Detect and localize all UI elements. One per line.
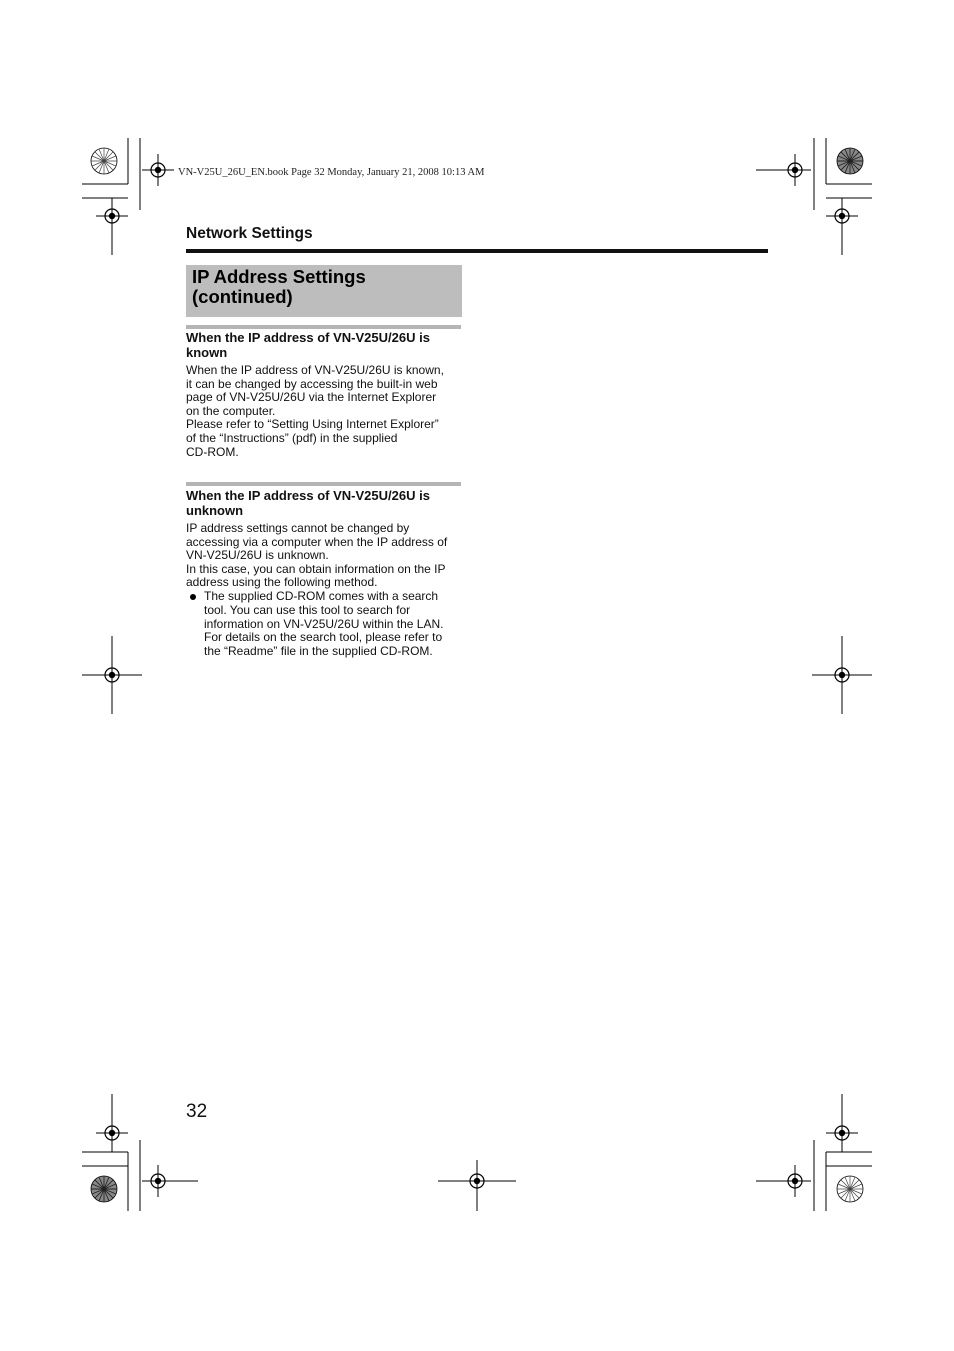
text-line: page of VN-V25U/26U via the Internet Explorer — [186, 390, 437, 405]
heading-line: When the IP address of VN-V25U/26U is — [186, 330, 430, 345]
bullet-list — [186, 590, 476, 659]
text-line: on the computer. — [186, 403, 276, 418]
heading-line: When the IP address of VN-V25U/26U is — [186, 488, 430, 503]
text-line: information on VN-V25U/26U within the LAN. — [204, 616, 444, 631]
page-title — [186, 265, 462, 317]
heading-line: unknown — [186, 503, 244, 518]
section-label: Network Settings — [186, 225, 313, 242]
subsection-bar — [186, 482, 461, 486]
text-line: tool. You can use this tool to search for — [204, 602, 411, 617]
paragraph-unknown — [186, 522, 476, 590]
page-title-line: IP Address Settings — [192, 266, 366, 287]
text-line: the “Readme” file in the supplied CD-ROM. — [204, 644, 433, 659]
text-line: of the “Instructions” (pdf) in the supplied — [186, 430, 398, 445]
text-line: VN-V25U/26U is unknown. — [186, 548, 329, 563]
text-line: Please refer to “Setting Using Internet Explorer” — [186, 417, 439, 432]
paragraph-known — [186, 364, 476, 459]
list-item — [186, 590, 476, 604]
bullet-icon — [190, 594, 196, 600]
text-line: accessing via a computer when the IP address of — [186, 534, 448, 549]
text-line: In this case, you can obtain information on the IP — [186, 561, 446, 576]
text-line: CD-ROM. — [186, 444, 239, 459]
heading-line: known — [186, 345, 228, 360]
subsection-bar — [186, 325, 461, 329]
text-line: The supplied CD-ROM comes with a search — [204, 589, 439, 603]
page-title-line: (continued) — [192, 285, 293, 307]
subsection-heading-known — [186, 330, 466, 360]
page-number: 32 — [186, 1101, 208, 1122]
text-line: IP address settings cannot be changed by — [186, 521, 410, 535]
text-line: When the IP address of VN-V25U/26U is known, — [186, 363, 444, 377]
text-line: it can be changed by accessing the built-in web — [186, 376, 438, 391]
print-slug: VN-V25U_26U_EN.book Page 32 Monday, January 21, 2008 10:13 AM — [178, 167, 485, 178]
subsection-heading-unknown — [186, 488, 466, 518]
text-line: For details on the search tool, please refer to — [204, 630, 443, 645]
header-rule — [186, 249, 768, 253]
text-line: address using the following method. — [186, 575, 378, 590]
